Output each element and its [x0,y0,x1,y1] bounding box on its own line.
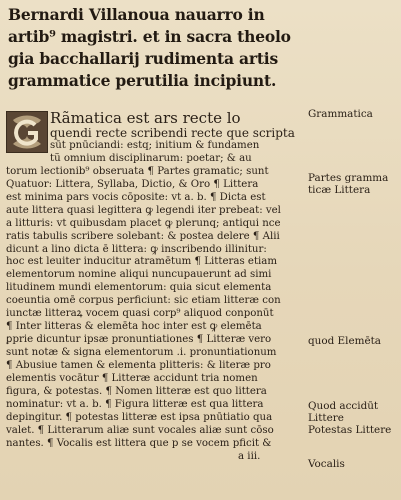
text-line: aute littera quasi legittera ꝙ legendi iter prebeat: vel [6,204,281,216]
heading-line: artib⁹ magistri. et in sacra theolo [8,27,291,46]
margin-note-line: Partes gramma [308,172,389,184]
margin-note-accidunt [308,400,391,436]
text-line: Quatuor: Littera, Syllaba, Dictio, & Oro ¶ Littera [6,178,259,190]
incipit-heading [8,4,300,92]
text-line: ꝑprie dicuntur ipsæ pronuntiationes ¶ Litteræ vero [6,334,272,346]
text-line: litudinem mundi elementorum: quia sicut elementa [6,282,272,294]
margin-note-vocalis: Vocalis [308,458,345,470]
text-line: ¶ Abusiue tamen & elementa plitteris: & literæ pro [6,359,271,371]
margin-note-line: Quod accidūt [308,400,379,412]
text-line: depingitur. ¶ potestas litteræ est ipsa pnūtiatio qua [6,411,273,423]
margin-note-line: Potestas Littere [308,424,392,436]
text-line: figura, & potestas. ¶ Nomen litteræ est quo littera [6,385,267,397]
text-line: hoc est leuiter inducitur atramētum ¶ Litteras etiam [6,256,278,268]
main-text [6,111,304,463]
margin-note-line: Littere [308,412,344,424]
text-line: elementis vocātur ¶ Litteræ accidunt tria nomen [6,372,258,384]
text-line: elementorum nomine aliqui nuncupauerunt ad simi [6,269,272,281]
signature-mark: a iii. [238,450,261,462]
text-line: torum lectionib⁹ obseruata ¶ Partes gramatic; sunt [6,165,269,177]
text-line: ¶ Inter litteras & elemēta hoc inter est ꝙ elemēta [6,321,262,333]
heading-line: grammatice perutilia incipiunt. [8,71,277,90]
text-line: quendi recte scribendi recte que scripta [50,126,295,140]
margin-note-line: ticæ Littera [308,184,371,196]
text-line: coeuntia omē corpus perficiunt: sic etiam litteræ con [6,295,281,307]
text-line: ratis tabulis scribere solebant: & postea delere ¶ Alii [6,230,280,242]
text-line: a litturis: vt quibusdam placet ꝙ plerunq; antiqui nce [6,217,281,229]
margin-note-partes [308,172,388,196]
heading-line: Bernardi Villanoua nauarro in [8,5,265,24]
text-line: sunt notæ & signa elementorum .i. pronuntiationum [6,347,277,358]
text-line: Rãmatica est ars recte lo [50,111,241,126]
text-line: dicunt a lino dicta ē littera: ꝙ inscribendo illinitur: [6,243,267,255]
margin-note-grammatica: Grammatica [308,108,373,120]
margin-note-elementa: quod Elemēta [308,335,381,347]
text-line: valet. ¶ Litterarum aliæ sunt vocales aliæ sunt cōso [6,424,274,436]
text-line: sūt pnūciandi: estq; initium & fundamen [50,140,260,151]
text-line: est minima pars vocis cōposite: vt a. b. ¶ Dicta est [6,191,266,203]
heading-line: gia bacchallarij rudimenta artis [8,49,278,68]
text-line: nantes. ¶ Vocalis est littera que p se vocem pficit & [6,437,272,449]
text-line: nominatur: vt a. b. ¶ Figura litteræ est qua littera [6,398,264,410]
text-line: iunctæ litteraꝝ vocem quasi corp⁹ aliquod conponūt [6,308,274,320]
text-line: tũ omnium disciplinarum: poetar; & au [50,152,252,164]
